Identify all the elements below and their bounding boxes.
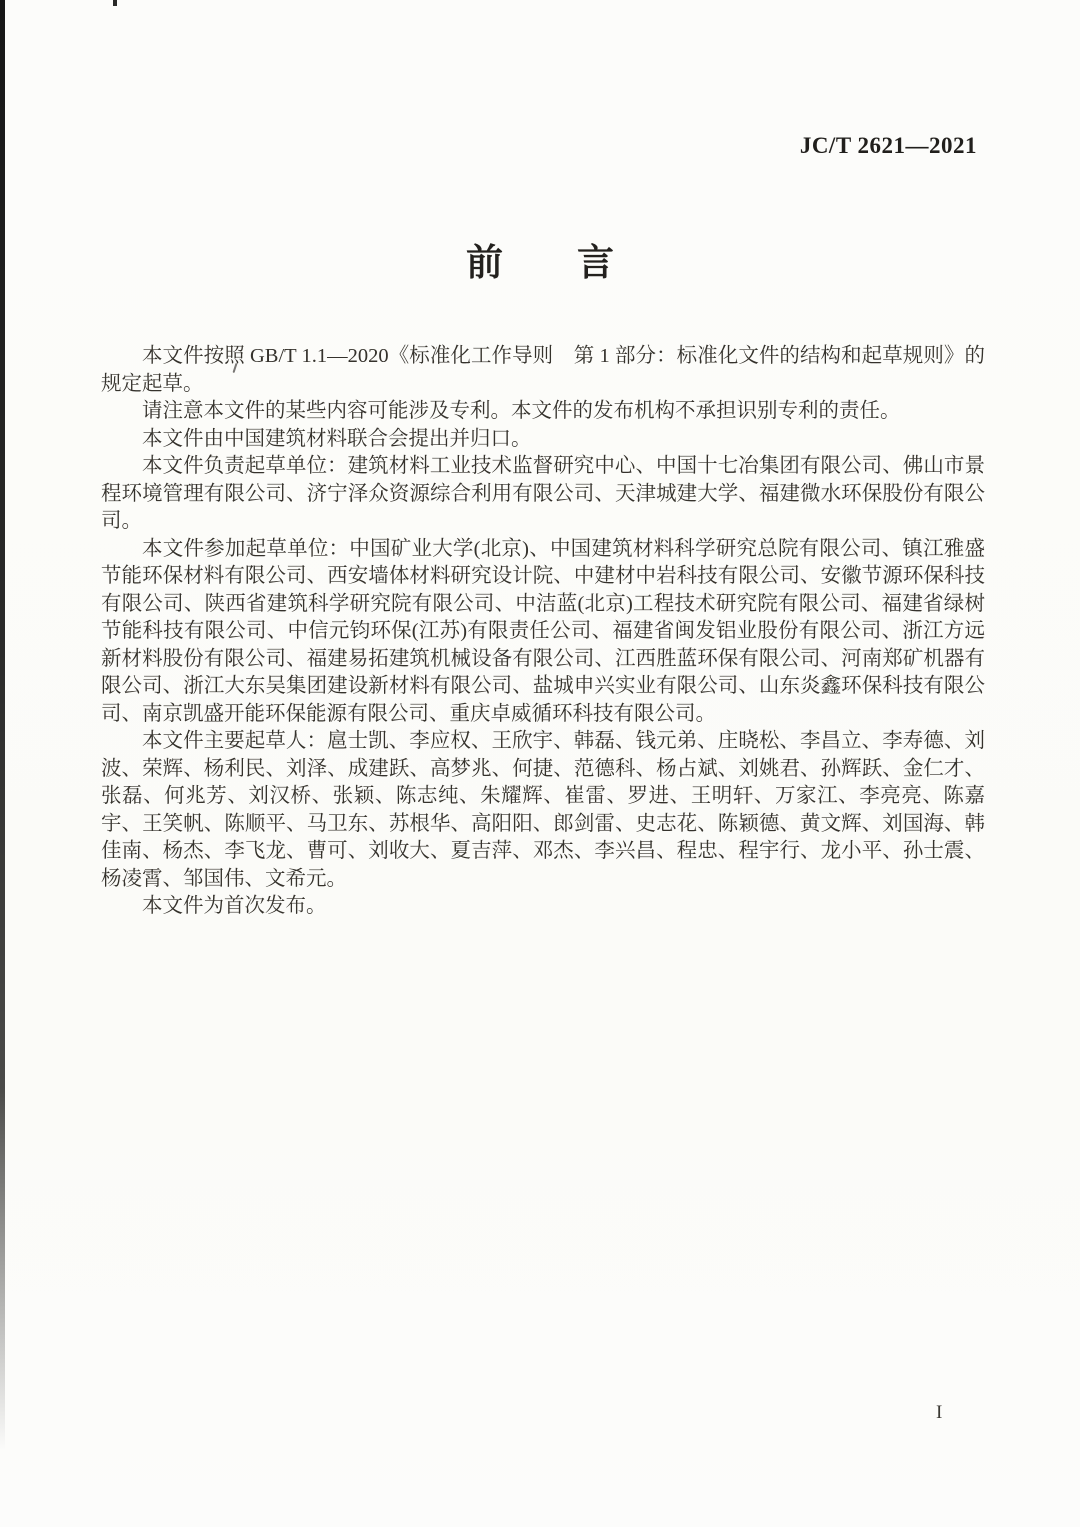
paragraph-lead-drafting-units: 本文件负责起草单位：建筑材料工业技术监督研究中心、中国十七冶集团有限公司、佛山市景程环境管理有限公司、济宁泽众资源综合利用有限公司、天津城建大学、福建微水环保股份有限公司。 (101, 455, 985, 532)
standard-code: JC/T 2621—2021 (799, 133, 977, 158)
page-title: 前 言 (466, 243, 614, 284)
paragraph-proposed-by: 本文件由中国建筑材料联合会提出并归口。 (142, 427, 532, 450)
foreword-body (101, 343, 985, 921)
paragraph-patent-notice: 请注意本文件的某些内容可能涉及专利。本文件的发布机构不承担识别专利的责任。 (142, 400, 901, 422)
paragraph-drafting-rules: 本文件按照 GB/T 1.1—2020《标准化工作导则 第 1 部分：标准化文件的结构和起草规则》的规定起草。 (101, 345, 985, 395)
scan-edge-artifact (0, 0, 5, 1450)
paragraph-first-issue: 本文件为首次发布。 (142, 895, 327, 917)
page-number: I (936, 1402, 943, 1423)
paragraph-participating-units: 本文件参加起草单位：中国矿业大学(北京)、中国建筑材料科学研究总院有限公司、镇江雅盛节能环保材料有限公司、西安墙体材料研究设计院、中建材中岩科技有限公司、安徽节源环保科技有限公司、陕西省建筑科学研究院有限公司、中洁蓝(北京)工程技术研究院有限公司、福建省绿树节能科技有限公司、中信元钧环保(江苏)有限责任公司、福建省闽发铝业股份有限公司、浙江方远新材料股份有限公司、福建易拓建筑机械设备有限公司、江西胜蓝环保有限公司、河南郑矿机器有限公司、浙江大东吴集团建设新材料有限公司、盐城申兴实业有限公司、山东炎鑫环保科技有限公司、南京凯盛开能环保能源有限公司、重庆卓威循环科技有限公司。 (101, 537, 985, 725)
paragraph-main-drafters: 本文件主要起草人：扈士凯、李应权、王欣宇、韩磊、钱元弟、庄晓松、李昌立、李寿德、刘波、荣辉、杨利民、刘泽、成建跃、高梦兆、何捷、范德科、杨占斌、刘姚君、孙辉跃、金仁才、张磊、何兆芳、刘汉桥、张颖、陈志纯、朱耀辉、崔雷、罗进、王明轩、万家江、李亮亮、陈嘉宇、王笑帆、陈顺平、马卫东、苏根华、高阳阳、郎剑雷、史志花、陈颖德、黄文辉、刘国海、韩佳南、杨杰、李飞龙、曹可、刘收大、夏吉萍、邓杰、李兴昌、程忠、程宇行、龙小平、孙士震、杨凌霄、邹国伟、文希元。 (101, 730, 985, 890)
scan-mark-artifact (113, 0, 117, 6)
